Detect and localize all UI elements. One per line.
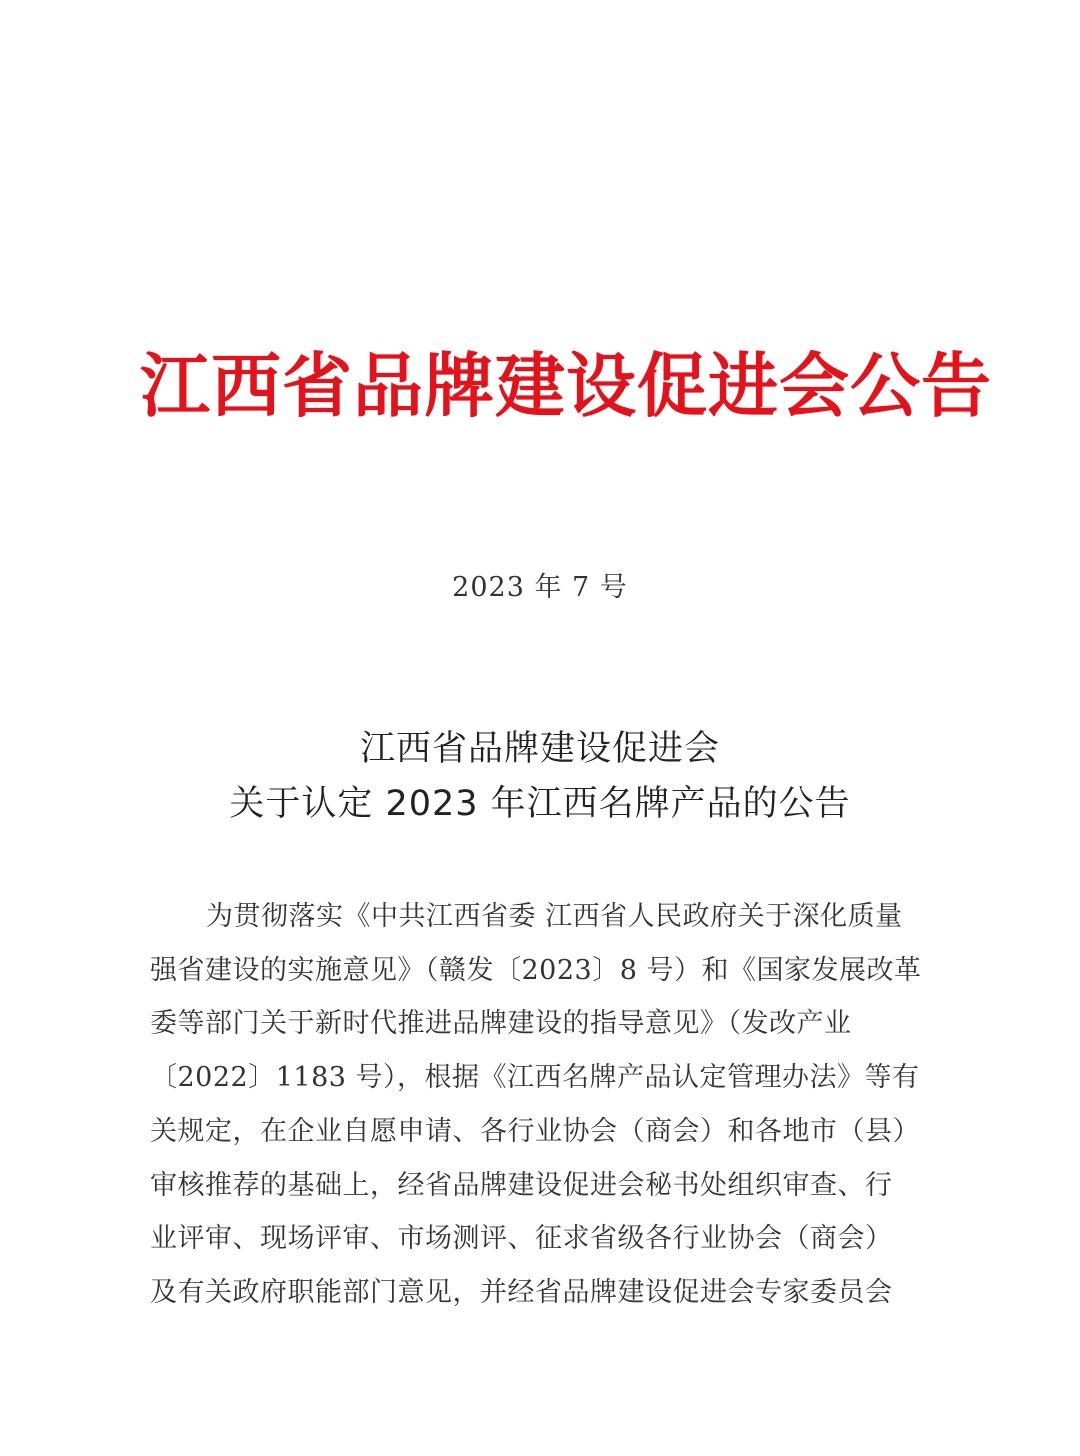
body-line: 〔2022〕1183 号），根据《江西名牌产品认定管理办法》等有 — [150, 1062, 920, 1094]
body-line: 强省建设的实施意见》（赣发〔2023〕8 号）和《国家发展改革 — [150, 954, 922, 986]
body-line: 为贯彻落实《中共江西省委 江西省人民政府关于深化质量 — [206, 901, 903, 932]
body-line: 委等部门关于新时代推进品牌建设的指导意见》（发改产业 — [150, 1008, 852, 1040]
notice-title-line: 江西省品牌建设促进会 — [359, 729, 720, 769]
notice-title-line: 关于认定 2023 年江西名牌产品的公告 — [229, 784, 851, 824]
body-line: 业评审、现场评审、市场测评、征求省级各行业协会（商会） — [150, 1223, 893, 1255]
body-line: 及有关政府职能部门意见，并经省品牌建设促进会专家委员会 — [150, 1276, 893, 1308]
body-line: 关规定，在企业自愿申请、各行业协会（商会）和各地市（县） — [150, 1115, 920, 1147]
masthead-title: 江西省品牌建设促进会公告 — [140, 344, 992, 427]
body-line: 审核推荐的基础上，经省品牌建设促进会秘书处组织审查、行 — [150, 1169, 893, 1201]
issue-number: 2023 年 7 号 — [452, 572, 628, 603]
body-paragraph — [150, 890, 940, 1320]
notice-title — [0, 722, 1080, 832]
